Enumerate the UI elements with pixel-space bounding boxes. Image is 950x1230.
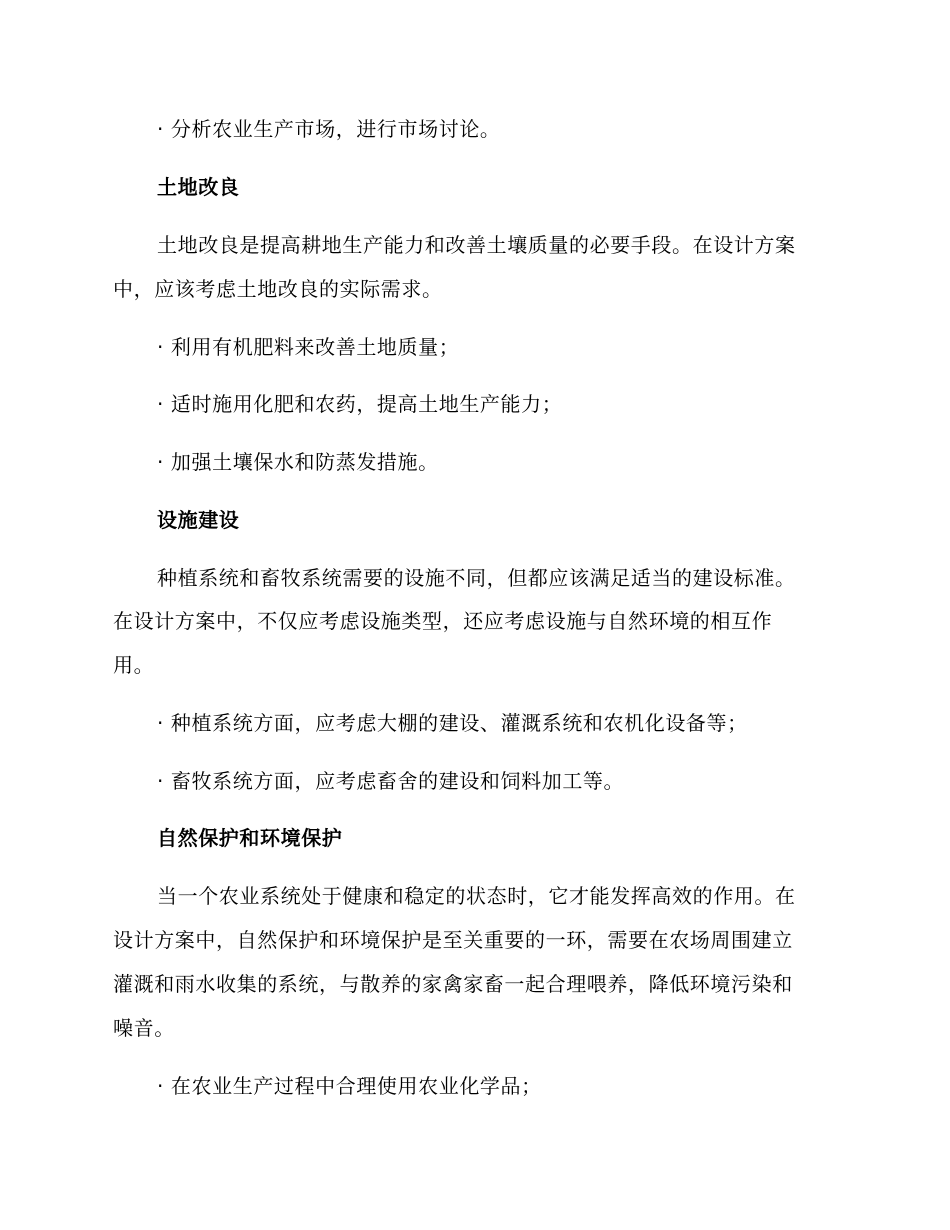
protection-bullet-1: · 在农业生产过程中合理使用农业化学品； [157,1074,542,1098]
land-bullet-3: · 加强土壤保水和防蒸发措施。 [157,450,439,474]
paragraph-facilities-line-1: 种植系统和畜牧系统需要的设施不同，但都应该满足适当的建设标准。 [157,566,796,590]
heading-facilities: 设施建设 [157,508,240,532]
paragraph-protection-line-2: 设计方案中，自然保护和环境保护是至关重要的一环，需要在农场周围建立 [113,928,793,952]
paragraph-facilities-line-3: 用。 [113,653,155,677]
paragraph-land-line-2: 中，应该考虑土地改良的实际需求。 [113,277,443,301]
intro-bullet: · 分析农业生产市场，进行市场讨论。 [157,117,501,141]
facilities-bullet-2: · 畜牧系统方面，应考虑畜舍的建设和饲料加工等。 [157,769,625,793]
land-bullet-1: · 利用有机肥料来改善土地质量； [157,335,460,359]
paragraph-protection-line-3: 灌溉和雨水收集的系统，与散养的家禽家畜一起合理喂养，降低环境污染和 [113,972,793,996]
heading-protection: 自然保护和环境保护 [157,826,343,850]
paragraph-protection-line-1: 当一个农业系统处于健康和稳定的状态时，它才能发挥高效的作用。在 [157,884,796,908]
land-bullet-2: · 适时施用化肥和农药，提高土地生产能力； [157,392,563,416]
heading-land-improvement: 土地改良 [157,175,240,199]
paragraph-protection-line-4: 噪音。 [113,1016,175,1040]
facilities-bullet-1: · 种植系统方面，应考虑大棚的建设、灌溉系统和农机化设备等； [157,711,748,735]
paragraph-land-line-1: 土地改良是提高耕地生产能力和改善土壤质量的必要手段。在设计方案 [157,233,796,257]
paragraph-facilities-line-2: 在设计方案中，不仅应考虑设施类型，还应考虑设施与自然环境的相互作 [113,609,773,633]
